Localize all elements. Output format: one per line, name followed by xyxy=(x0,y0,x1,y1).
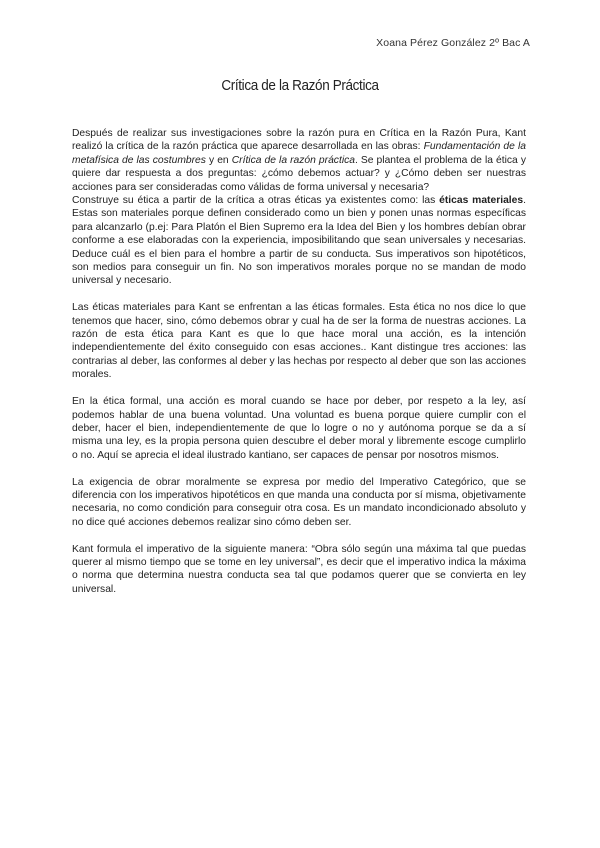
document-body xyxy=(72,127,526,596)
work-title-fundamentacion: Fundamentación de la metafísica de las costumbres xyxy=(72,141,526,166)
paragraph-6: Kant formula el imperativo de la siguiente manera: “Obra sólo según una máxima tal que puedas querer al mismo tiempo que se tome en ley universal”, es decir que el imperativo indica la máxima o norma que determina nuestra conducta sea tal que podamos querer que se convierta en ley universal. xyxy=(72,543,526,595)
paragraph-1-text-a: Después de realizar sus investigaciones sobre la razón pura en Crítica en la Razón Pura, Kant realizó la crítica de la razón práctica que aparece desarrollada en las obras: xyxy=(72,128,526,153)
paragraph-1-text-c: . Se plantea el problema de la ética y quiere dar respuesta a dos preguntas: ¿cómo debemos actuar? y ¿Cómo deben ser nuestras acciones para ser consideradas como válidas de forma universal y necesaria? xyxy=(72,154,526,193)
paragraph-2-text-b: . Estas son materiales porque definen considerado como un bien y ponen unas normas específicas para alcanzarlo (p.ej: Para Platón el Bien Supremo era la Idea del Bien y los hombres debían obrar conforme a ese elaboradas con la experiencia, imposibilitando que sean universales y necesarias. Deduce cuál es el bien para el hombre a partir de su conducta. Sus imperativos son hipotéticos, son medios para conseguir un fin. No son imperativos morales porque no se mandan de modo universal y necesario. xyxy=(72,195,526,287)
paragraph-1-text-b: y en xyxy=(205,154,232,166)
term-eticas-materiales: éticas materiales xyxy=(439,195,524,207)
paragraph-2 xyxy=(72,194,526,288)
document-title: Crítica de la Razón Práctica xyxy=(221,77,379,94)
paragraph-3: Las éticas materiales para Kant se enfrentan a las éticas formales. Esta ética no nos dice lo que tenemos que hacer, sino, cómo debemos obrar y cual ha de ser la forma de nuestras acciones. La razón de esta ética para Kant es que lo que hace moral una acción, es la intención independientemente del éxito conseguido con esas acciones.. Kant distingue tres acciones: las contrarias al deber, las conformes al deber y las hechas por respecto al deber que son las acciones morales. xyxy=(72,302,526,381)
paragraph-4: En la ética formal, una acción es moral cuando se hace por deber, por respeto a la ley, así podemos hablar de una buena voluntad. Una voluntad es buena porque quiere cumplir con el deber, hacer el bien, independientemente de que lo logre o no y autónoma porque se da a sí misma una ley, es la propia persona quien descubre el deber moral y libremente escoge cumplirlo o no. Aquí se aprecia el ideal ilustrado kantiano, ser capaces de pensar por nosotros mismos. xyxy=(72,396,526,461)
work-title-critica-razon-practica: Crítica de la razón práctica xyxy=(231,154,355,166)
paragraph-5: La exigencia de obrar moralmente se expresa por medio del Imperativo Categórico, que se diferencia con los imperativos hipotéticos en que manda una conducta por sí misma, objetivamente necesaria, no como condición para conseguir otra cosa. Es un mandato incondicionado absoluto y no dice qué acciones debemos realizar sino cómo deben ser. xyxy=(72,476,526,528)
paragraph-2-text-a: Construye su ética a partir de la crítica a otras éticas ya existentes como: las xyxy=(72,195,440,207)
author-header: Xoana Pérez González 2º Bac A xyxy=(376,37,530,49)
paragraph-1 xyxy=(72,127,526,194)
